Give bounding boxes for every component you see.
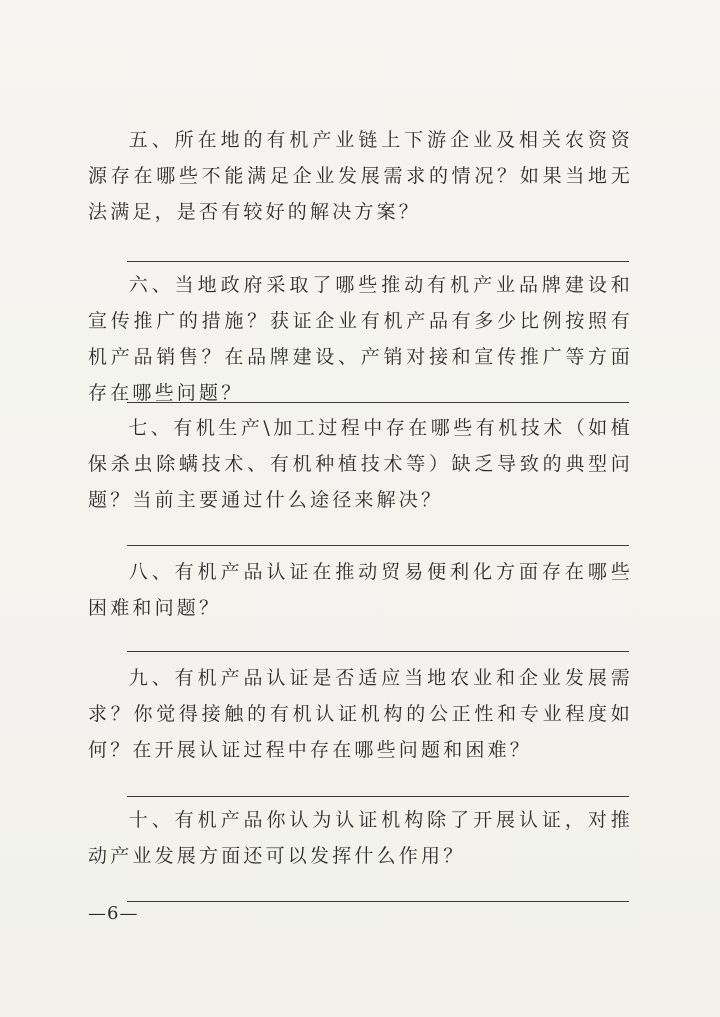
question-6 [88, 267, 633, 411]
answer-line-5 [127, 261, 629, 262]
answer-line-7 [127, 545, 629, 546]
question-9-text: 九、有机产品认证是否适应当地农业和企业发展需求？你觉得接触的有机认证机构的公正性和专业程度如何？在开展认证过程中存在哪些问题和困难？ [88, 667, 633, 761]
answer-line-8 [127, 651, 629, 652]
question-7-text: 七、有机生产\加工过程中存在哪些有机技术（如植保杀虫除螨技术、有机种植技术等）缺乏导致的典型问题？当前主要通过什么途径来解决？ [88, 417, 633, 511]
answer-line-10 [127, 901, 629, 902]
question-7 [88, 410, 633, 518]
question-6-text: 六、当地政府采取了哪些推动有机产业品牌建设和宣传推广的措施？获证企业有机产品有多少比例按照有机产品销售？在品牌建设、产销对接和宣传推广等方面存在哪些问题？ [88, 274, 633, 404]
question-5-text: 五、所在地的有机产业链上下游企业及相关农资资源存在哪些不能满足企业发展需求的情况？如果当地无法满足，是否有较好的解决方案？ [88, 129, 633, 223]
question-5 [88, 122, 633, 230]
answer-line-9 [127, 796, 629, 797]
question-10 [88, 802, 633, 874]
question-9 [88, 660, 633, 768]
question-8 [88, 554, 633, 626]
answer-line-6 [127, 402, 629, 403]
question-10-text: 十、有机产品你认为认证机构除了开展认证，对推动产业发展方面还可以发挥什么作用？ [88, 809, 633, 867]
question-8-text: 八、有机产品认证在推动贸易便利化方面存在哪些困难和问题？ [88, 561, 633, 619]
page-number: —6— [88, 903, 139, 924]
